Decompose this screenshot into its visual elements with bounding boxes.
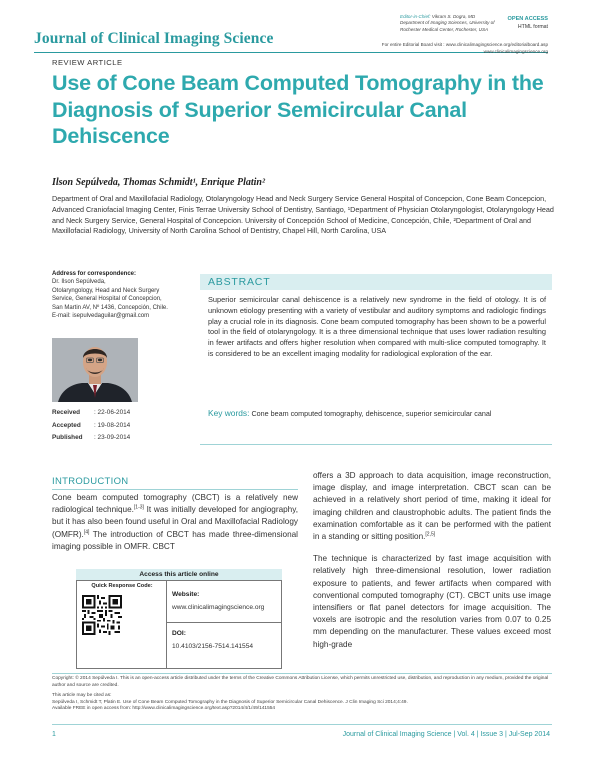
abstract-body: Superior semicircular canal dehiscence is a relatively new syndrome in the field of otology. It is of unknown etiology presenting with a variety of vestibular and auditory symptoms and radiologic findings play a crucial role in its diagnosis. Cone beam computed tomography has been shown to be a powerful tool in the field of otolaryngology. It is a three dimensional technique that uses lower radiation resulting in fewer artifacts and offers higher resolution when compared with multi-slice computed tomography. It is considered to be an excellent imaging modality for radiological exploration of the ear.: [208, 295, 546, 358]
introduction-heading: INTRODUCTION: [52, 476, 129, 487]
cite-label: This article may be cited as:: [52, 693, 112, 698]
page-number: 1: [52, 731, 56, 738]
open-access-badge: OPEN ACCESS: [507, 16, 548, 22]
qr-code-icon[interactable]: [82, 595, 122, 635]
keywords-text: Cone beam computed tomography, dehiscence, superior semicircular canal: [251, 409, 492, 418]
date-accepted: Accepted : 19-08-2014: [52, 421, 131, 429]
doi-label: DOI:: [172, 630, 186, 637]
qr-label: Quick Response Code:: [91, 583, 153, 589]
correspondence-heading: Address for correspondence:: [52, 271, 137, 277]
correspondence-block: [52, 270, 200, 320]
website-label: Website:: [172, 591, 200, 598]
affiliations: Department of Oral and Maxillofacial Radiology, Otolaryngology Head and Neck Surgery Service General Hospital of Concepcion, Cone Beam Concepcion, Advanced Craniofacial Imaging Center, Finis Terrae University School of Dentistry, Santiago, ¹Department of Physician Otolaryngologist, Otolaryngology Head and Neck Surgery Service, General Hospital of Concepcion. University of Concepción School of Medicine, Concepción, Chile, ²Department of Oral and Maxillofacial Radiology, University of North Carolina School of Dentistry, Chapel Hill, North Carolina, USA: [52, 194, 554, 236]
site-url[interactable]: www.clinicalimagingscience.org: [483, 49, 548, 54]
cite-text: Sepúlveda I, Schmidt T, Platin E. Use of Cone Beam Computed Tomography in the Diagnosis of Superior Semicircular Canal Dehiscence. J Clin Imaging Sci 2014;4:49.: [52, 699, 408, 705]
running-footer: Journal of Clinical Imaging Science | Vol. 4 | Issue 3 | Jul-Sep 2014: [342, 731, 550, 738]
intro-paragraph-2: offers a 3D approach to data acquisition, image reconstruction, image display, and image interpretation. CBCT scan can be achieved in a relatively short period of time, making it ideal for imaging children and claustrophobic adults. The patient finds the examination comfortable as it can be performed with the patient in a standing or sitting position.[2,5]: [313, 471, 551, 542]
doi-link[interactable]: 10.4103/2156-7514.141554: [172, 643, 254, 650]
author-photo: [52, 338, 138, 402]
introduction-rule: [52, 489, 298, 490]
editor-center: Rochester Medical Center, Rochester, USA: [400, 26, 489, 32]
correspondence-email[interactable]: E-mail: isepulvedaguilar@gmail.com: [52, 313, 150, 320]
article-type: REVIEW ARTICLE: [52, 58, 123, 67]
correspondence-name: Dr. Ilson Sepúlveda,: [52, 279, 106, 286]
correspondence-line2: Service, General Hospital of Concepcion,: [52, 296, 162, 303]
abstract-rule: [200, 444, 552, 445]
footer-rule-top: [52, 673, 552, 674]
citation-block: [52, 693, 552, 713]
footer-rule-bottom: [52, 724, 552, 725]
keywords-label: Key words:: [208, 408, 250, 418]
html-format-label: HTML format: [517, 24, 548, 30]
article-title: Use of Cone Beam Computed Tomography in the Diagnosis of Superior Semicircular Canal Dehiscence: [52, 71, 544, 148]
access-box-divider: [166, 581, 167, 669]
ref-1-3[interactable]: [1-3]: [133, 504, 144, 511]
editor-label: Editor-in-Chief:: [400, 14, 431, 19]
ref-2-5[interactable]: [2,5]: [425, 531, 436, 538]
correspondence-line3: San Martin AV, Nº 1436, Concepción, Chile.: [52, 304, 168, 311]
copyright-notice: Copyright: © 2014 Sepúlveda I. This is an open-access article distributed under the terms of the Creative Commons Attribution License, which permits unrestricted use, distribution, and reproduction in any medium, provided the original author and source are credited.: [52, 676, 549, 688]
available-link[interactable]: Available FREE in open access from: http://www.clinicalimagingscience.org/text.asp?2014/4/1/49/141554: [52, 706, 276, 712]
access-box-rule: [166, 622, 282, 623]
abstract-heading: ABSTRACT: [208, 276, 271, 288]
access-box-heading: Access this article online: [76, 569, 282, 581]
authors: Ilson Sepúlveda, Thomas Schmidt¹, Enrique Platin²: [52, 177, 265, 188]
journal-title: Journal of Clinical Imaging Science: [34, 30, 274, 47]
ref-4[interactable]: [4]: [83, 528, 90, 535]
date-received: Received : 22-06-2014: [52, 409, 131, 416]
dates-block: [52, 407, 192, 445]
website-link[interactable]: www.clinicalimagingscience.org: [172, 604, 265, 611]
right-column: [313, 470, 551, 661]
correspondence-line1: Otolaryngology, Head and Neck Surgery: [52, 287, 160, 294]
keywords: [208, 408, 546, 419]
editor-name: Vikram S. Dogra, MD: [431, 14, 476, 19]
editor-dept: Department of Imaging Sciences, University of: [400, 20, 495, 26]
intro-paragraph-1: Cone beam computed tomography (CBCT) is a relatively new radiological technique.[1-3] It was initially developed for angiography, but it has also been found useful in Oral and Maxillofacial Radiology (OMFR).[4] The introduction of CBCT has made three-dimensional imaging possible in OMFR. CBCT: [52, 493, 298, 551]
intro-paragraph-3: The technique is characterized by fast image acquisition with relatively high three-dimensional resolution, lower radiation exposure to patients, and fewer artifacts when compared with conventional computed tomography (CT). CBCT units use image intensifiers or flat panel detectors for image acquisition. The voxels are isotropic and the resolution varies from 0.07 to 0.25 mm depending on the manufacturer. These values exceed most high-grade: [313, 554, 551, 649]
date-published: Published : 23-09-2014: [52, 434, 131, 442]
editorial-board-note: For entire Editorial Board visit : www.clinicalimagingscience.org/editorialboard.asp: [381, 42, 548, 47]
